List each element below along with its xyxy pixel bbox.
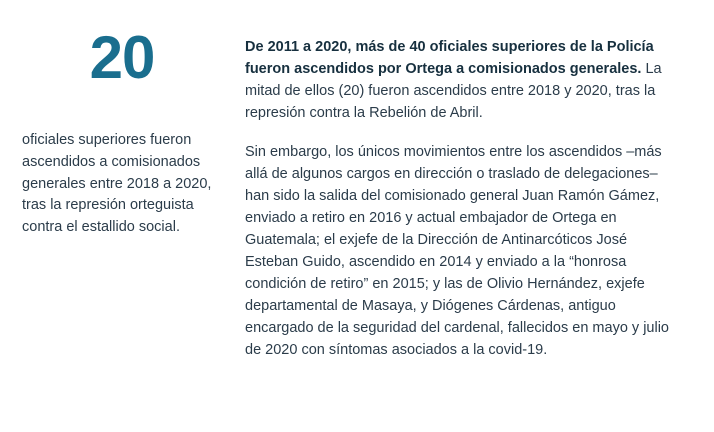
paragraph-one bbox=[245, 36, 675, 124]
statistic-caption: oficiales superiores fueron ascendidos a comisionados generales entre 2018 a 2020, tras la represión orteguista contra el estallido social. bbox=[22, 132, 212, 235]
paragraph-one-lead: De 2011 a 2020, más de 40 oficiales superiores de la Policía fueron ascendidos por Ortega a comisionados generales. bbox=[245, 39, 654, 78]
paragraph-one-rest: La mitad de ellos (20) fueron ascendidos entre 2018 y 2020, tras la represión contra la Rebelión de Abril. bbox=[245, 61, 662, 122]
statistic-number: 20 bbox=[89, 24, 155, 91]
paragraph-two: Sin embargo, los únicos movimientos entre los ascendidos –más allá de algunos cargos en dirección o traslado de delegaciones– han sido la salida del comisionado general Juan Ramón Gámez, enviado a retiro en 2016 y actual embajador de Ortega en Guatemala; el exjefe de la Dirección de Antinarcóticos José Esteban Guido, ascendido en 2014 y enviado a la “honrosa condición de retiro” en 2015; y las de Olivio Hernández, exjefe departamental de Masaya, y Diógenes Cárdenas, antiguo encargado de la seguridad del cardenal, fallecidos en mayo y julio de 2020 con síntomas asociados a la covid-19. bbox=[245, 144, 669, 359]
body-text-column bbox=[245, 36, 675, 378]
statistic-column bbox=[22, 18, 222, 239]
